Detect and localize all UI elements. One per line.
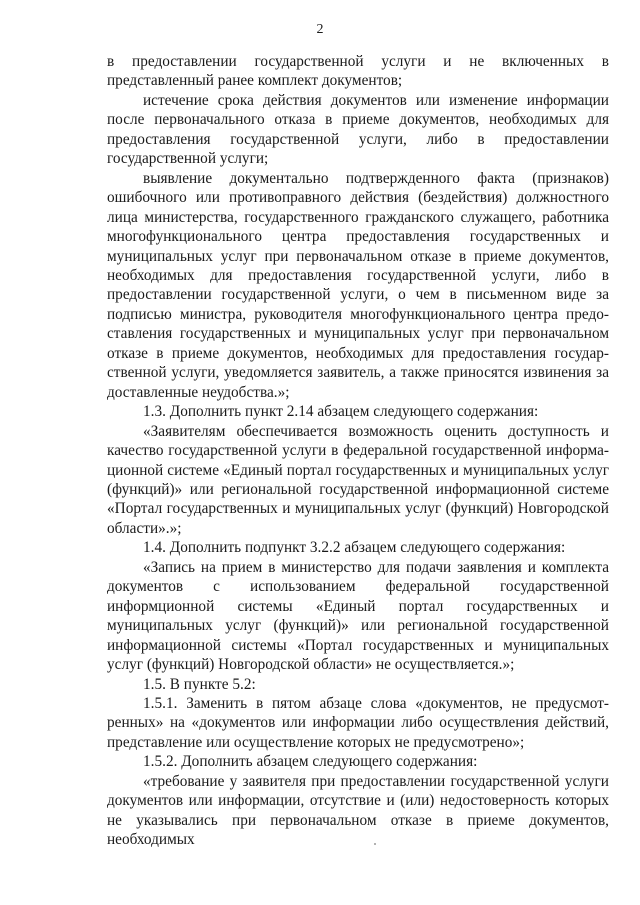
page-number: 2 — [316, 22, 324, 37]
paragraph: 1.4. Дополнить подпункт 3.2.2 абзацем следующего содержания: — [143, 539, 566, 557]
paragraph: в предоставлении государственной услуги и не включенных в представленный ранее комплект документов; — [107, 53, 609, 90]
paragraph: 1.3. Дополнить пункт 2.14 абзацем следующего содержания: — [143, 403, 539, 421]
paragraph: 1.5. В пункте 5.2: — [143, 675, 256, 693]
paragraph: 1.5.1. Заменить в пятом абзаце слова «документов, не предусмотренных» на «документов или информации либо осуществления действий, представление или осуществление которых не предусмотрено»; — [107, 694, 609, 751]
paragraph: 1.5.2. Дополнить абзацем следующего содержания: — [143, 753, 478, 771]
paragraph: «требование у заявителя при предоставлении государственной услуги документов или информации, отсутствие и (или) недостоверность которых не указывались при первоначальном отказе в приеме документов, необходимых — [107, 772, 609, 849]
paragraph: выявление документально подтвержденного факта (признаков) ошибочного или противоправного действия (бездействия) должностного лица министерства, государственного гражданского служащего, работника многофункционального центра предоставления государственных и муниципальных услуг при первоначальном отказе в приеме документов, необходимых для предоставления государственной услуги, либо в предоставлении государственной услуги, о чем в письменном виде за подписью министра, руководителя многофункционального центра предоставления государственных и муниципальных услуг при первоначальном отказе в приеме документов, необходимых для предоставления государственной услуги, уведомляется заявитель, а также приносятся извинения за доставленные неудобства.»; — [107, 169, 609, 401]
paragraph: «Запись на прием в министерство для подачи заявления и комплекта документов с использованием федеральной государственной информционной системы «Единый портал государственных и муниципальных услуг (функций)» или региональной государственной информационной системы «Портал государственных и муниципальных услуг (функций) Новгородской области» не осуществляется.»; — [107, 558, 609, 674]
document-body — [107, 52, 609, 850]
paragraph: «Заявителям обеспечивается возможность оценить доступность и качество государственной услуги в федеральной государственной информационной системе «Единый портал государственных и муниципальных услуг (функций)» или региональной государственной информационной системе «Портал государственных и муниципальных услуг (функций) Новгородской области».»; — [107, 422, 609, 537]
scan-speck — [374, 843, 376, 845]
paragraph: истечение срока действия документов или изменение информации после первоначального отказа в приеме документов, необходимых для предоставления государственной услуги, либо в предоставлении государственной услуги; — [107, 91, 609, 168]
